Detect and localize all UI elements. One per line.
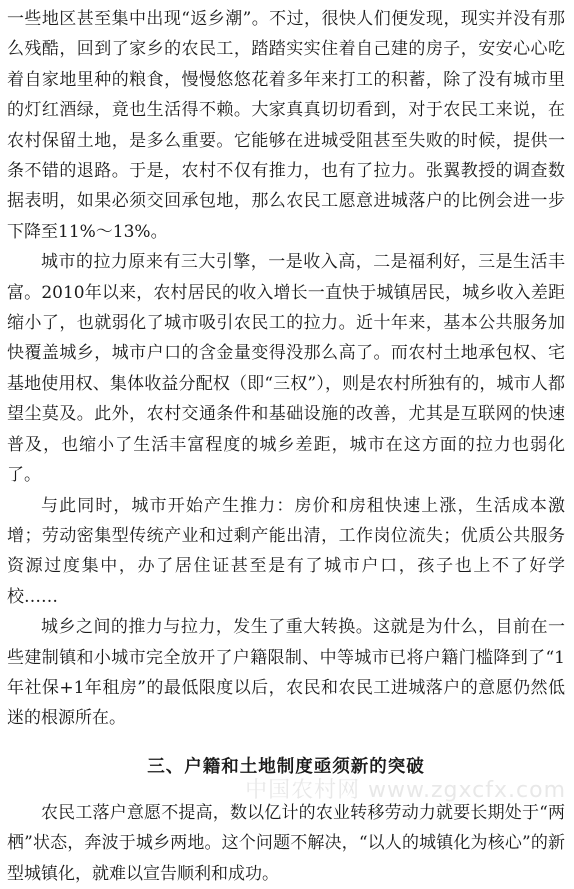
section-heading: 三、户籍和土地制度亟须新的突破 bbox=[147, 756, 425, 777]
paragraph-city-push: 与此同时，城市开始产生推力：房价和房租快速上涨，生活成本激增；劳动密集型传统产业和过剩产能出清，工作岗位流失；优质公共服务资源过度集中，办了居住证甚至是有了城市户口，孩子也上不了好学校…… bbox=[7, 495, 565, 607]
paragraph-push-pull-shift: 城乡之间的推力与拉力，发生了重大转换。这就是为什么，目前在一些建制镇和小城市完全放开了户籍限制、中等城市已将户籍门槛降到了“1年社保+1年租房”的最低限度以后，农民和农民工进城落户的意愿仍然低迷的根源所在。 bbox=[7, 617, 565, 729]
site-watermark: 中国农村网 www.zgxcfx.com bbox=[245, 778, 566, 803]
article-page bbox=[7, 4, 565, 889]
paragraph-city-pull: 城市的拉力原来有三大引擎，一是收入高，二是福利好，三是生活丰富。2010年以来，农村居民的收入增长一直快于城镇居民，城乡收入差距缩小了，也就弱化了城市吸引农民工的拉力。近十年来，基本公共服务加快覆盖城乡，城市户口的含金量变得没那么高了。而农村土地承包权、宅基地使用权、集体收益分配权（即“三权”），则是农村所独有的，城市人都望尘莫及。此外，农村交通条件和基础设施的改善，尤其是互联网的快速普及，也缩小了生活丰富程度的城乡差距，城市在这方面的拉力也弱化了。 bbox=[7, 252, 565, 486]
paragraph-closing: 农民工落户意愿不提高，数以亿计的农业转移劳动力就要长期处于“两栖”状态，奔波于城乡两地。这个问题不解决，“以人的城镇化为核心”的新型城镇化，就难以宣告顺利和成功。 bbox=[7, 802, 565, 884]
paragraph-return-wave: 一些地区甚至集中出现“返乡潮”。不过，很快人们便发现，现实并没有那么残酷，回到了家乡的农民工，踏踏实实住着自己建的房子，安安心心吃着自家地里种的粮食，慢慢悠悠花着多年来打工的积蓄，除了没有城市里的灯红酒绿，竟也生活得不赖。大家真真切切看到，对于农民工来说，在农村保留土地，是多么重要。它能够在进城受阻甚至失败的时候，提供一条不错的退路。于是，农村不仅有推力，也有了拉力。张翼教授的调查数据表明，如果必须交回承包地，那么农民工愿意进城落户的比例会进一步下降至11%～13%。 bbox=[7, 9, 565, 242]
